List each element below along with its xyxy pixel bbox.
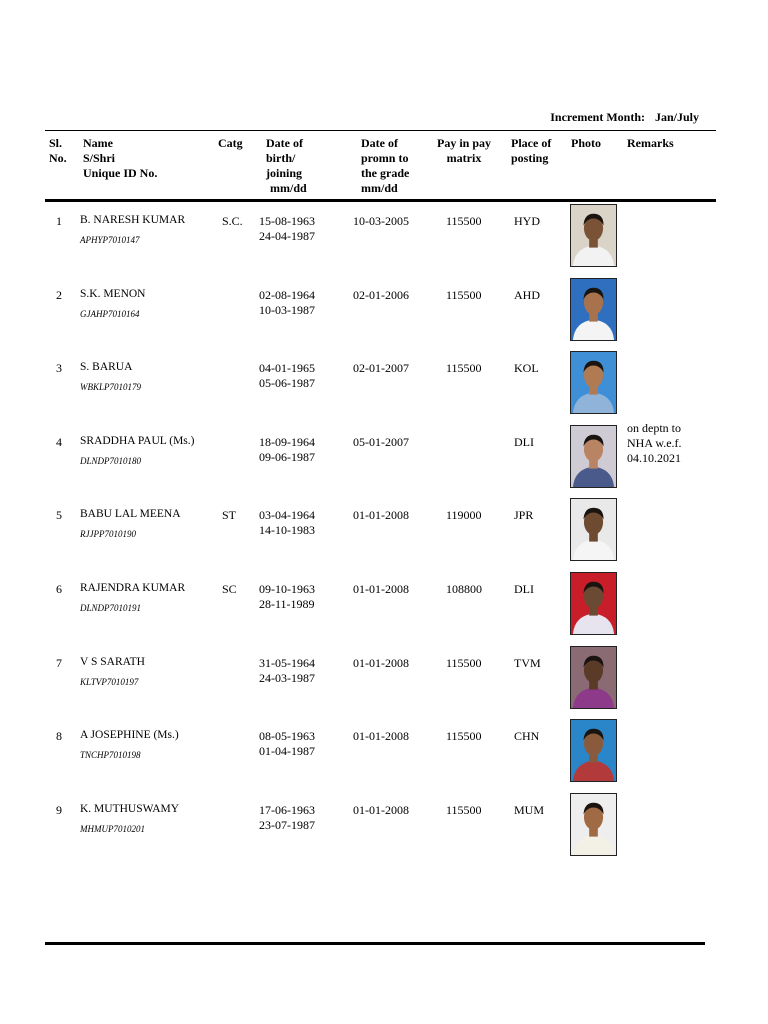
place-of-posting: KOL xyxy=(514,361,539,376)
employee-name: B. NARESH KUMAR xyxy=(80,214,186,226)
table-row xyxy=(0,715,768,789)
header-sl xyxy=(49,136,67,166)
date-of-birth: 15-08-1963 xyxy=(259,214,315,228)
employee-name: V S SARATH xyxy=(80,655,145,668)
header-place-line: Place of xyxy=(511,136,552,150)
employee-name: BABU LAL MEENA xyxy=(80,508,181,521)
place-of-posting: TVM xyxy=(514,655,541,670)
header-dob-line: birth/ xyxy=(266,151,296,165)
remarks-line: on deptn to xyxy=(627,420,681,435)
pay-matrix: 119000 xyxy=(446,508,482,523)
header-place-line: posting xyxy=(511,151,549,165)
serial-number: 4 xyxy=(56,434,62,449)
header-pay xyxy=(437,136,491,166)
table-row xyxy=(0,200,768,274)
employee-photo xyxy=(570,646,617,709)
pay-matrix: 115500 xyxy=(446,802,482,817)
table-row xyxy=(0,421,768,495)
serial-number: 7 xyxy=(56,655,62,670)
date-of-birth: 02-08-1964 xyxy=(259,287,315,302)
table-row xyxy=(0,642,768,716)
header-remarks xyxy=(627,136,674,151)
employee-photo xyxy=(570,719,617,782)
header-dob-line: mm/dd xyxy=(270,181,307,195)
unique-id: MHMUP7010201 xyxy=(80,823,145,834)
birth-joining-dates xyxy=(259,288,315,318)
pay-matrix: 115500 xyxy=(446,214,482,228)
top-rule xyxy=(45,130,716,131)
place-of-posting: JPR xyxy=(514,508,534,523)
increment-month-value: Jan/July xyxy=(654,110,699,124)
employee-name: S.K. MENON xyxy=(80,287,146,300)
birth-joining-dates xyxy=(259,508,315,538)
unique-id: DLNDP7010180 xyxy=(80,455,142,466)
serial-number: 5 xyxy=(56,508,62,523)
header-name-line: Unique ID No. xyxy=(83,166,158,180)
place-of-posting: MUM xyxy=(514,802,545,817)
serial-number: 8 xyxy=(56,729,62,744)
header-promn-line: promn to xyxy=(361,151,409,165)
header-pay-line: Pay in pay xyxy=(437,136,492,150)
remarks-line: 04.10.2021 xyxy=(627,450,681,465)
pay-matrix: 115500 xyxy=(446,287,482,302)
unique-id: GJAHP7010164 xyxy=(80,308,140,319)
birth-joining-dates xyxy=(259,435,315,465)
date-of-birth: 18-09-1964 xyxy=(259,434,315,449)
table-row xyxy=(0,347,768,421)
date-of-birth: 04-01-1965 xyxy=(259,361,315,376)
serial-number: 3 xyxy=(56,361,62,376)
date-of-joining: 28-11-1989 xyxy=(259,597,315,611)
unique-id: TNCHP7010198 xyxy=(80,750,141,761)
header-catg xyxy=(218,136,243,151)
unique-id: APHYP7010147 xyxy=(80,235,140,245)
employee-photo xyxy=(570,498,617,561)
employee-name: A JOSEPHINE (Ms.) xyxy=(80,729,179,742)
date-of-birth: 31-05-1964 xyxy=(259,655,315,670)
table-row xyxy=(0,789,768,863)
header-remarks-line: Remarks xyxy=(627,136,674,150)
employee-name: RAJENDRA KUMAR xyxy=(80,582,186,594)
header-name xyxy=(83,136,157,181)
table-row xyxy=(0,274,768,348)
category: SC xyxy=(222,582,237,596)
birth-joining-dates xyxy=(259,361,315,391)
unique-id: RJJPP7010190 xyxy=(80,529,136,540)
promotion-date: 01-01-2008 xyxy=(353,508,409,523)
header-photo xyxy=(571,136,601,151)
employee-photo xyxy=(570,351,617,414)
place-of-posting: AHD xyxy=(514,287,540,302)
birth-joining-dates xyxy=(259,214,315,244)
header-catg-line: Catg xyxy=(218,136,243,150)
employee-photo xyxy=(570,793,617,856)
employee-photo xyxy=(570,572,617,635)
bottom-rule xyxy=(45,942,705,945)
header-dob-line: Date of xyxy=(266,136,303,150)
increment-month xyxy=(550,110,699,125)
category: ST xyxy=(222,508,237,523)
serial-number: 2 xyxy=(56,287,62,302)
employee-name: SRADDHA PAUL (Ms.) xyxy=(80,434,195,447)
promotion-date: 10-03-2005 xyxy=(353,214,409,228)
date-of-joining: 14-10-1983 xyxy=(259,523,315,538)
date-of-birth: 09-10-1963 xyxy=(259,582,315,596)
employee-photo xyxy=(570,425,617,488)
date-of-joining: 09-06-1987 xyxy=(259,449,315,464)
serial-number: 9 xyxy=(56,802,62,817)
employee-name: K. MUTHUSWAMY xyxy=(80,802,180,815)
date-of-joining: 01-04-1987 xyxy=(259,744,315,759)
header-promn-line: mm/dd xyxy=(361,181,398,195)
employee-photo xyxy=(570,204,617,267)
unique-id: KLTVP7010197 xyxy=(80,676,139,687)
pay-matrix: 115500 xyxy=(446,361,482,376)
increment-month-label: Increment Month: xyxy=(550,110,645,124)
table-row xyxy=(0,568,768,642)
employee-name: S. BARUA xyxy=(80,361,133,374)
unique-id: DLNDP7010191 xyxy=(80,603,142,613)
date-of-birth: 08-05-1963 xyxy=(259,729,315,744)
header-sl-line: Sl. xyxy=(49,136,63,150)
header-name-line: S/Shri xyxy=(83,151,116,165)
date-of-joining: 24-03-1987 xyxy=(259,670,315,685)
pay-matrix: 115500 xyxy=(446,729,482,744)
promotion-date: 02-01-2007 xyxy=(353,361,409,376)
serial-number: 1 xyxy=(56,214,62,228)
promotion-date: 05-01-2007 xyxy=(353,434,409,449)
birth-joining-dates xyxy=(259,803,315,833)
pay-matrix: 108800 xyxy=(446,582,482,596)
header-place xyxy=(511,136,551,166)
date-of-joining: 10-03-1987 xyxy=(259,302,315,317)
birth-joining-dates xyxy=(259,729,315,759)
promotion-date: 01-01-2008 xyxy=(353,802,409,817)
pay-matrix: 115500 xyxy=(446,655,482,670)
date-of-joining: 23-07-1987 xyxy=(259,817,315,832)
birth-joining-dates xyxy=(259,656,315,686)
unique-id: WBKLP7010179 xyxy=(80,382,142,393)
place-of-posting: CHN xyxy=(514,729,540,744)
date-of-joining: 05-06-1987 xyxy=(259,376,315,391)
promotion-date: 01-01-2008 xyxy=(353,582,409,596)
category: S.C. xyxy=(222,214,243,228)
header-dob-line: joining xyxy=(266,166,303,180)
header-promn-line: the grade xyxy=(361,166,410,180)
header-pay-line: matrix xyxy=(446,151,482,165)
header-photo-line: Photo xyxy=(571,136,601,150)
promotion-date: 01-01-2008 xyxy=(353,655,409,670)
date-of-birth: 03-04-1964 xyxy=(259,508,315,523)
place-of-posting: DLI xyxy=(514,434,534,449)
promotion-date: 02-01-2006 xyxy=(353,287,409,302)
remarks-line: NHA w.e.f. xyxy=(627,435,682,450)
employee-photo xyxy=(570,278,617,341)
remarks xyxy=(627,421,707,466)
date-of-birth: 17-06-1963 xyxy=(259,802,315,817)
serial-number: 6 xyxy=(56,582,62,596)
date-of-joining: 24-04-1987 xyxy=(259,229,315,243)
place-of-posting: DLI xyxy=(514,582,534,596)
place-of-posting: HYD xyxy=(514,214,540,228)
header-promn xyxy=(361,136,409,196)
header-sl-line: No. xyxy=(49,151,67,165)
table-row xyxy=(0,494,768,568)
header-dob xyxy=(266,136,307,196)
header-name-line: Name xyxy=(83,136,113,150)
birth-joining-dates xyxy=(259,582,315,612)
promotion-date: 01-01-2008 xyxy=(353,729,409,744)
header-promn-line: Date of xyxy=(361,136,398,150)
